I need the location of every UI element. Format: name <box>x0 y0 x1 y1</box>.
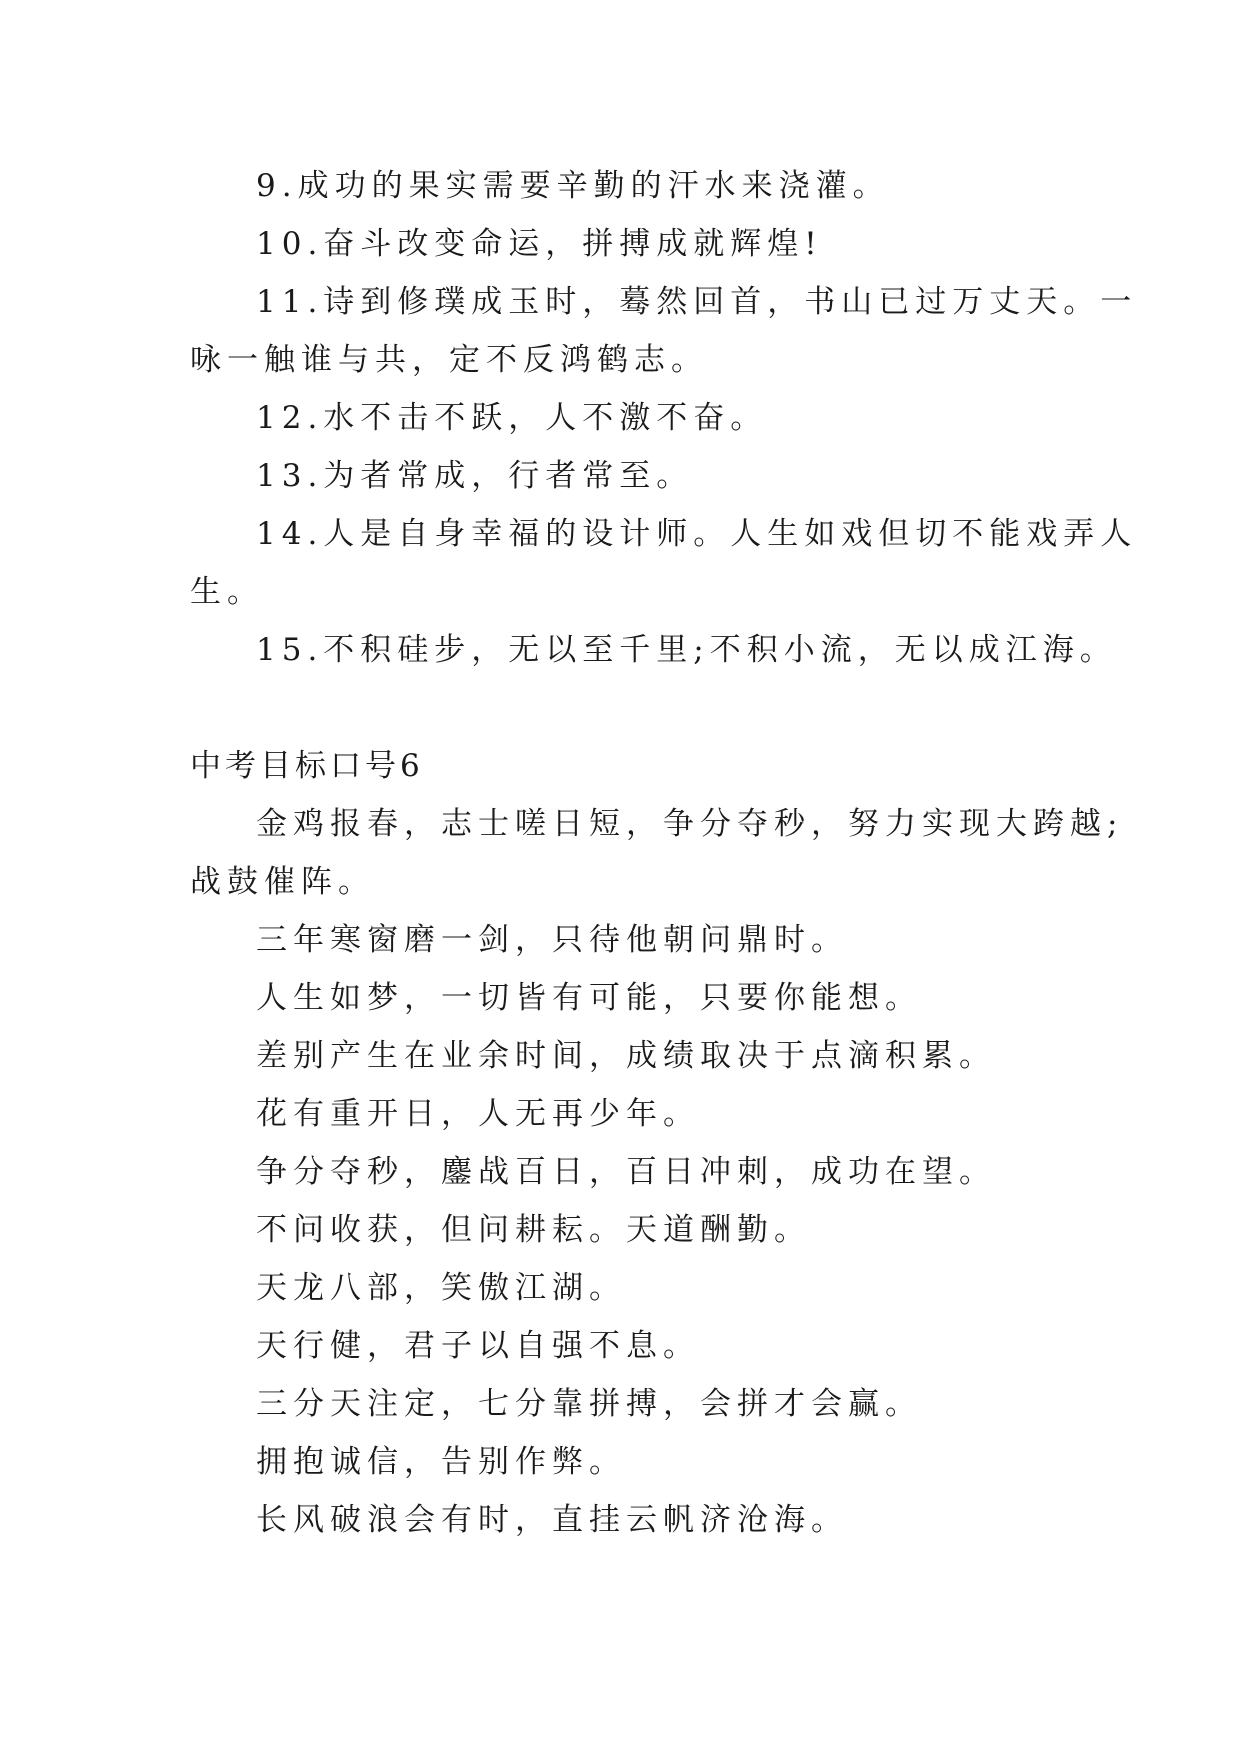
slogan-bottom-2: 三年寒窗磨一剑，只待他朝问鼎时。 <box>256 922 848 958</box>
section-heading: 中考目标口号6 <box>190 748 424 784</box>
slogan-line-11-continued: 咏一触谁与共，定不反鸿鹤志。 <box>190 342 708 378</box>
slogan-bottom-10: 三分天注定，七分靠拼搏，会拼才会赢。 <box>256 1386 922 1422</box>
slogan-bottom-8: 天龙八部，笑傲江湖。 <box>256 1270 626 1306</box>
slogan-line-9: 9.成功的果实需要辛勤的汗水来浇灌。 <box>256 168 890 204</box>
slogan-line-12: 12.水不击不跃，人不激不奋。 <box>256 400 768 436</box>
slogan-bottom-1: 金鸡报春，志士嗟日短，争分夺秒，努力实现大跨越; <box>256 806 1124 842</box>
slogan-line-14: 14.人是自身幸福的设计师。人生如戏但切不能戏弄人 <box>256 516 1138 552</box>
slogan-bottom-4: 差别产生在业余时间，成绩取决于点滴积累。 <box>256 1038 996 1074</box>
slogan-bottom-9: 天行健，君子以自强不息。 <box>256 1328 700 1364</box>
slogan-bottom-6: 争分夺秒，鏖战百日，百日冲刺，成功在望。 <box>256 1154 996 1190</box>
slogan-line-11: 11.诗到修璞成玉时，蓦然回首，书山已过万丈天。一 <box>256 284 1138 320</box>
slogan-bottom-7: 不问收获，但问耕耘。天道酬勤。 <box>256 1212 811 1248</box>
slogan-bottom-12: 长风破浪会有时，直挂云帆济沧海。 <box>256 1502 848 1538</box>
slogan-line-10: 10.奋斗改变命运，拼搏成就辉煌! <box>256 226 823 262</box>
slogan-bottom-1-continued: 战鼓催阵。 <box>190 864 375 900</box>
slogan-bottom-11: 拥抱诚信，告别作弊。 <box>256 1444 626 1480</box>
slogan-bottom-5: 花有重开日，人无再少年。 <box>256 1096 700 1132</box>
slogan-line-14-continued: 生。 <box>190 574 264 610</box>
slogan-line-13: 13.为者常成，行者常至。 <box>256 458 694 494</box>
slogan-bottom-3: 人生如梦，一切皆有可能，只要你能想。 <box>256 980 922 1016</box>
slogan-line-15: 15.不积硅步，无以至千里;不积小流，无以成江海。 <box>256 632 1117 668</box>
